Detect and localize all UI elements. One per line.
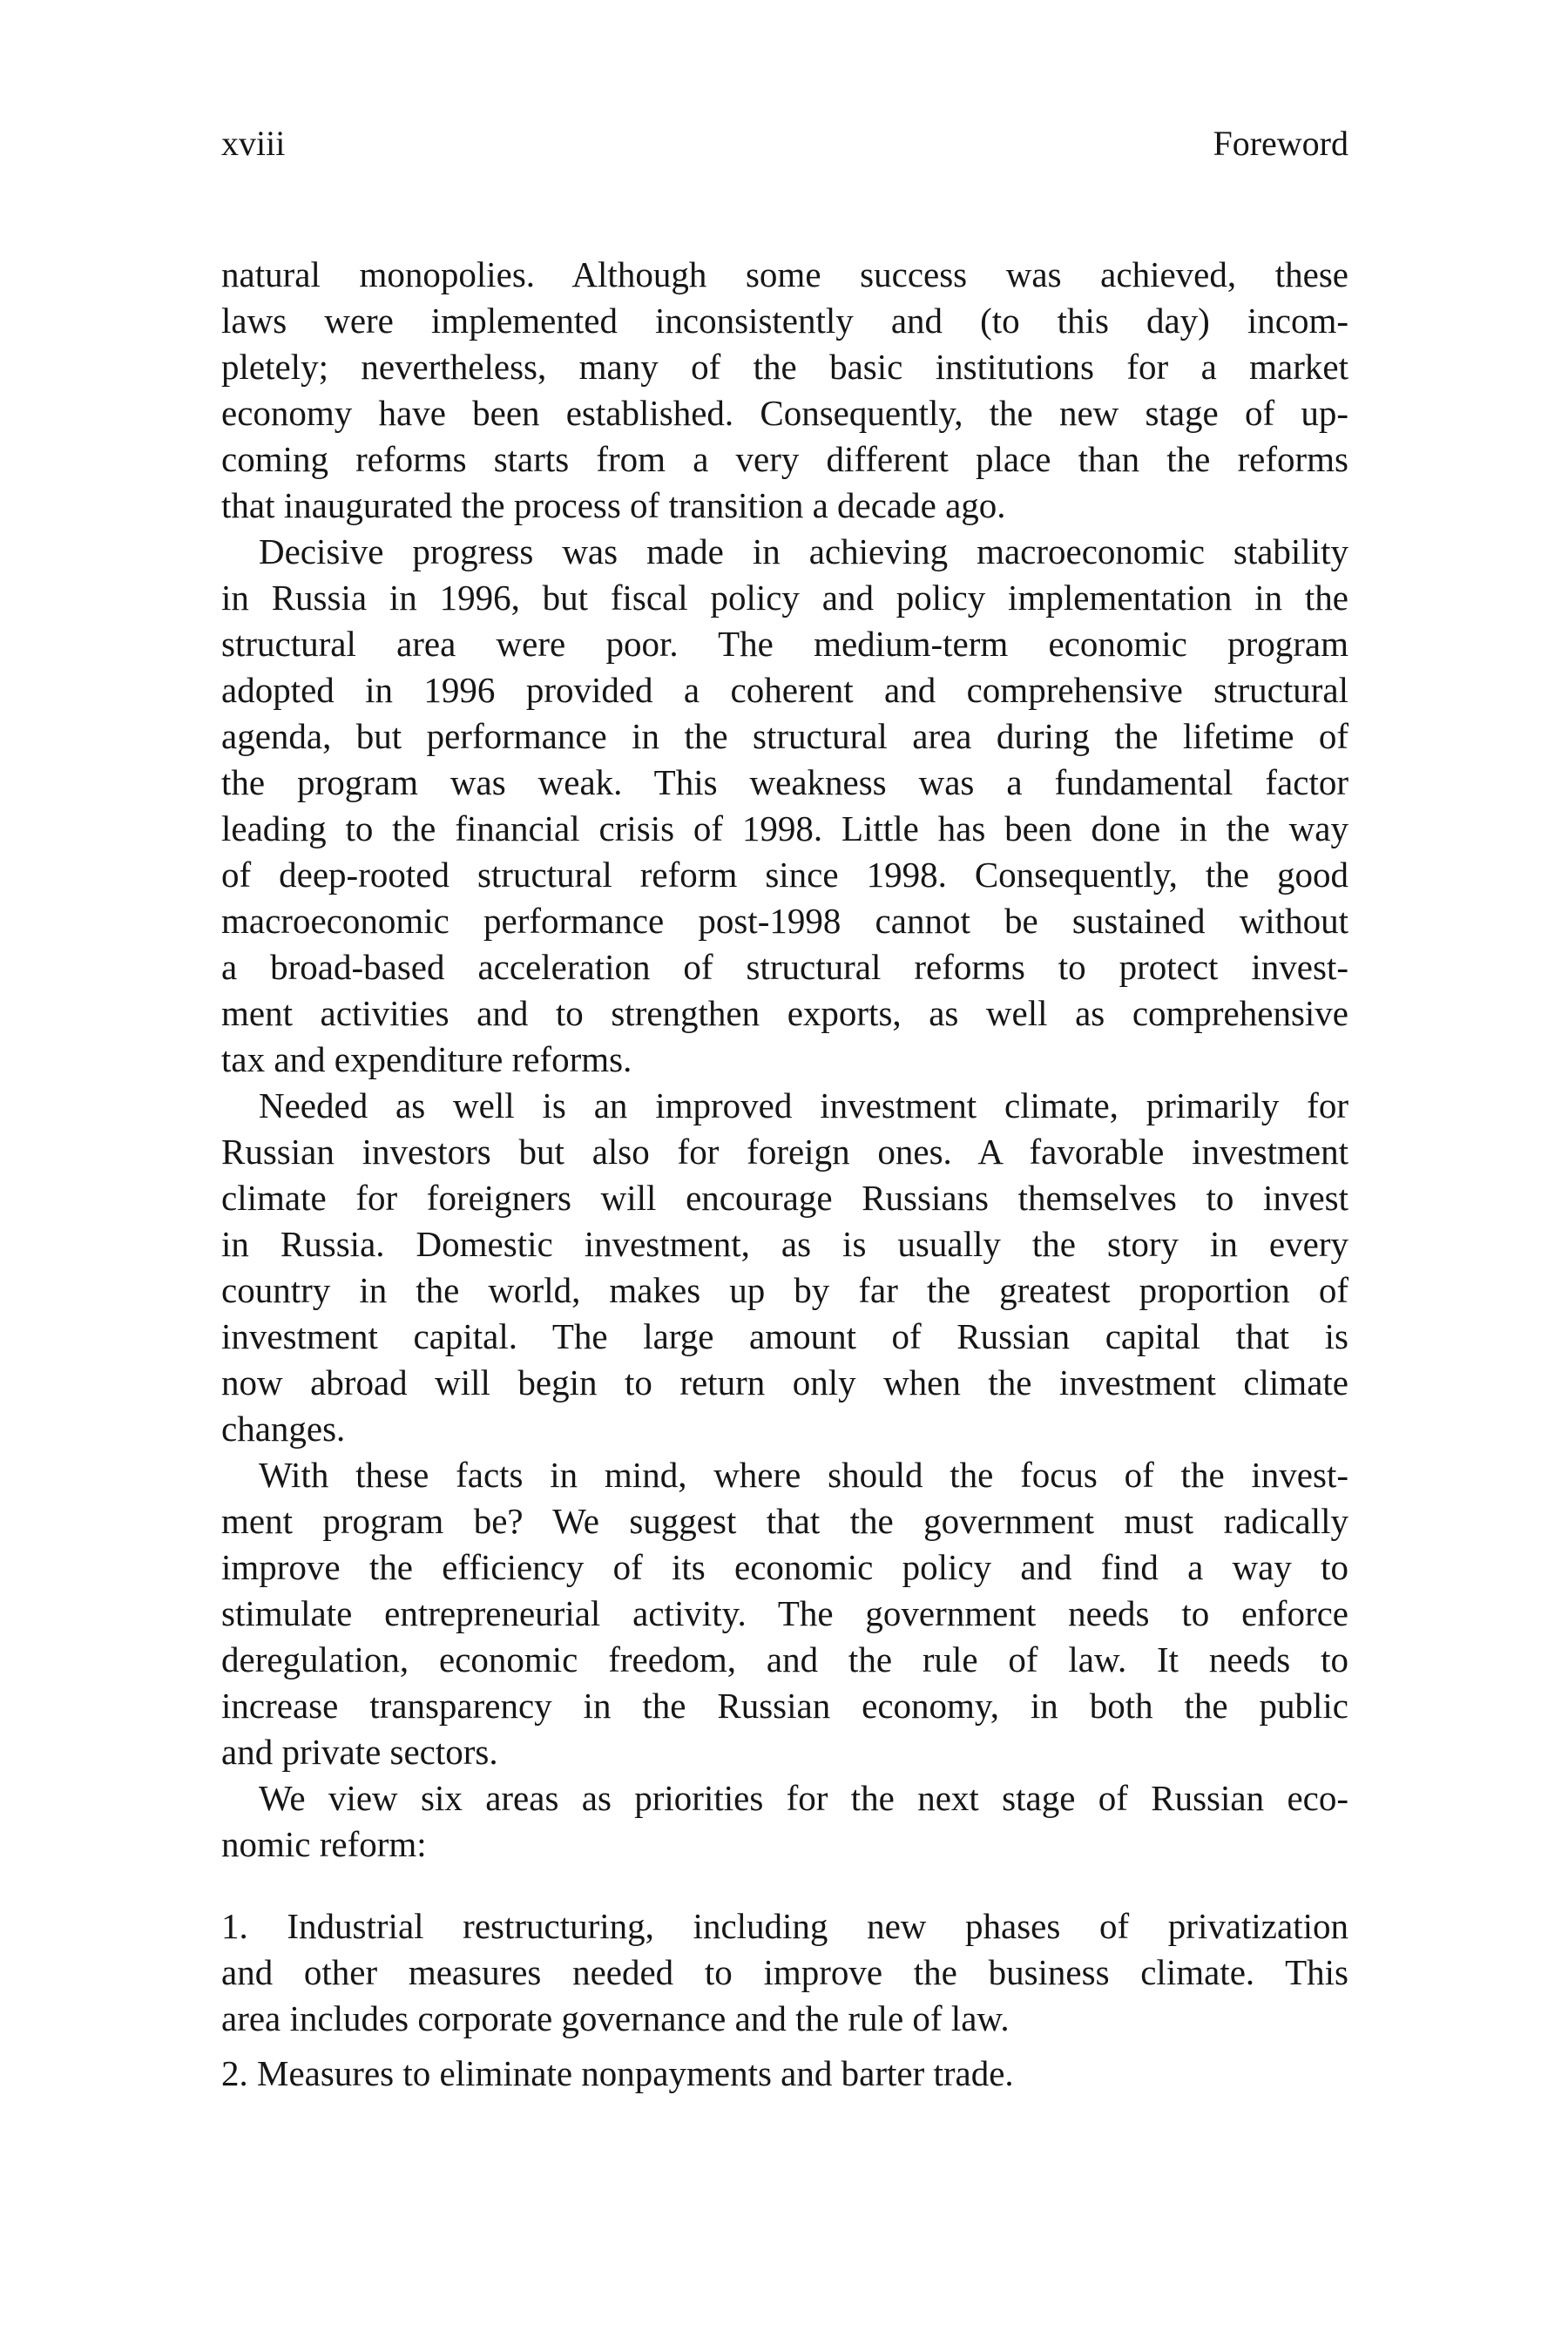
text-line: Decisive progress was made in achieving macroeconomic stability: [259, 531, 1348, 571]
text-line: economy have been established. Consequently, the new stage of up-: [221, 393, 1348, 433]
text-line: With these facts in mind, where should the focus of the invest-: [259, 1455, 1348, 1495]
text-line: a broad-based acceleration of structural reforms to protect invest-: [221, 947, 1348, 987]
text-line: country in the world, makes up by far the greatest proportion of: [221, 1270, 1348, 1310]
text-line: investment capital. The large amount of Russian capital that is: [221, 1316, 1348, 1356]
text-line: stimulate entrepreneurial activity. The government needs to enforce: [221, 1593, 1348, 1633]
text-line: Russian investors but also for foreign ones. A favorable investment: [221, 1132, 1348, 1172]
text-line: changes.: [221, 1409, 346, 1449]
text-line: of deep-rooted structural reform since 1998. Consequently, the good: [221, 855, 1348, 895]
text-line: We view six areas as priorities for the next stage of Russian eco-: [259, 1778, 1348, 1818]
text-line: macroeconomic performance post-1998 cannot be sustained without: [221, 901, 1348, 941]
text-line: ment activities and to strengthen exports, as well as comprehensive: [221, 993, 1348, 1033]
text-line: Needed as well is an improved investment climate, primarily for: [259, 1085, 1348, 1125]
text-line: in Russia in 1996, but fiscal policy and policy implementation in the: [221, 578, 1348, 618]
text-line: tax and expenditure reforms.: [221, 1039, 632, 1079]
text-line: climate for foreigners will encourage Russians themselves to invest: [221, 1178, 1348, 1218]
text-line: adopted in 1996 provided a coherent and comprehensive structural: [221, 670, 1348, 710]
text-line: deregulation, economic freedom, and the rule of law. It needs to: [221, 1639, 1348, 1680]
text-line: laws were implemented inconsistently and (to this day) incom-: [221, 301, 1348, 341]
text-line: pletely; nevertheless, many of the basic institutions for a market: [221, 347, 1348, 387]
text-line: and other measures needed to improve the business climate. This: [221, 1952, 1348, 1992]
text-line: structural area were poor. The medium-term economic program: [221, 624, 1348, 664]
text-line: that inaugurated the process of transition a decade ago.: [221, 485, 1006, 525]
text-line: leading to the financial crisis of 1998. Little has been done in the way: [221, 808, 1348, 848]
running-title: Foreword: [1213, 124, 1348, 163]
text-line: ment program be? We suggest that the government must radically: [221, 1501, 1348, 1541]
text-line: in Russia. Domestic investment, as is usually the story in every: [221, 1224, 1348, 1264]
text-line: the program was weak. This weakness was a fundamental factor: [221, 762, 1348, 802]
text-line: nomic reform:: [221, 1824, 427, 1864]
text-line: increase transparency in the Russian economy, in both the public: [221, 1686, 1348, 1726]
page-number: xviii: [221, 124, 286, 163]
text-line: and private sectors.: [221, 1732, 498, 1772]
text-line: now abroad will begin to return only when the investment climate: [221, 1362, 1348, 1402]
text-line: coming reforms starts from a very different place than the reforms: [221, 439, 1348, 479]
text-line: agenda, but performance in the structural area during the lifetime of: [221, 716, 1348, 756]
text-line: 2. Measures to eliminate nonpayments and barter trade.: [221, 2053, 1014, 2093]
text-line: area includes corporate governance and the rule of law.: [221, 1998, 1010, 2038]
text-line: natural monopolies. Although some success was achieved, these: [221, 254, 1348, 294]
text-line: improve the efficiency of its economic policy and find a way to: [221, 1547, 1348, 1587]
text-line: 1. Industrial restructuring, including new phases of privatization: [221, 1906, 1348, 1946]
